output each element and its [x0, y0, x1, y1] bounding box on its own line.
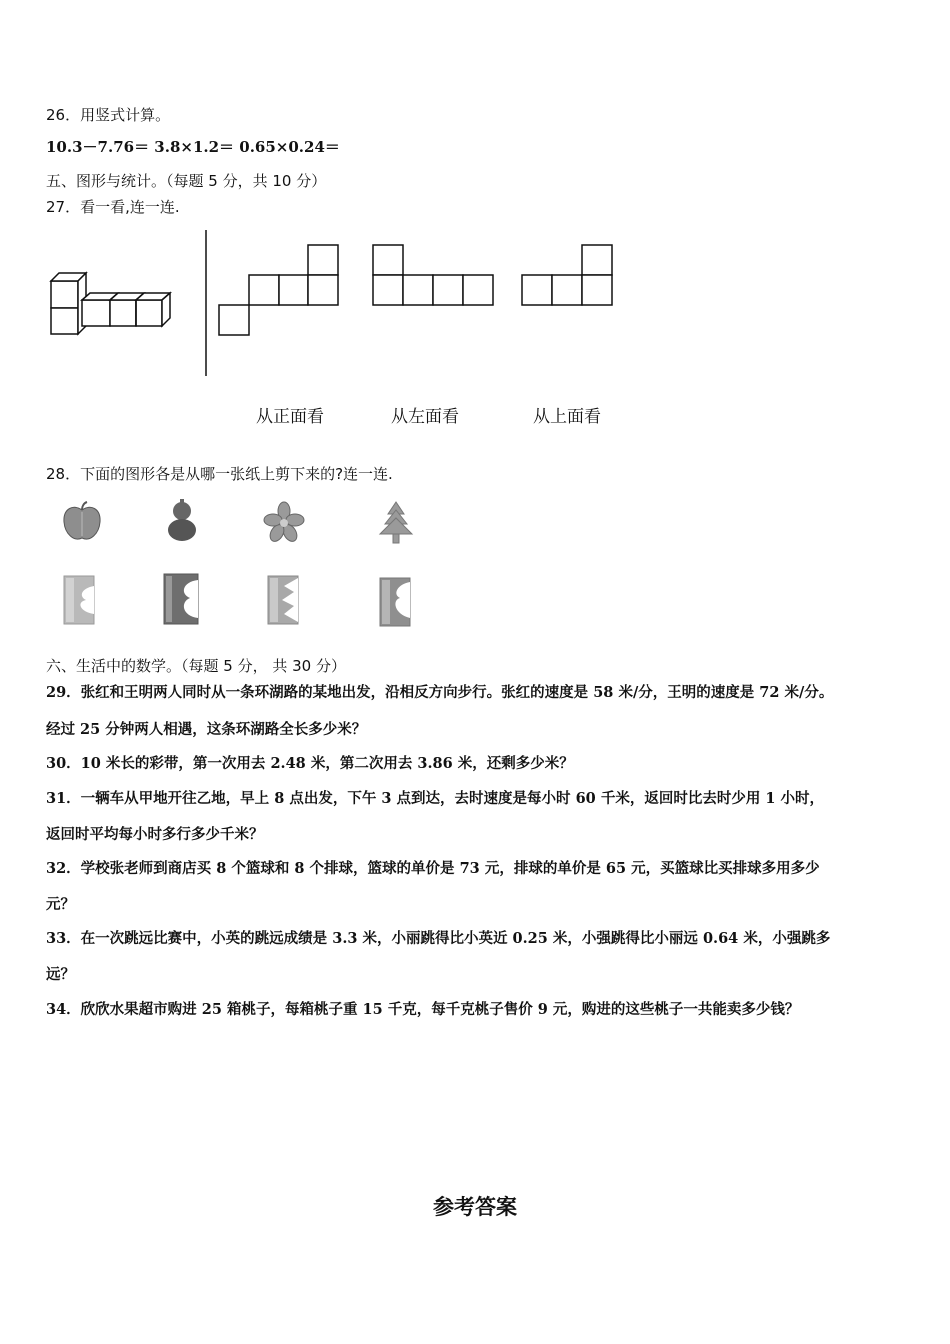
- view-grid-1: [218, 244, 342, 338]
- apple-shape-icon: [60, 500, 104, 544]
- folded-paper-1: [62, 574, 98, 626]
- section6-title: 六、生活中的数学。（每题 5 分， 共 30 分）: [46, 657, 346, 675]
- view-grid-3: [521, 244, 617, 308]
- q26-title: 26．用竖式计算。: [46, 106, 171, 124]
- section5-title: 五、图形与统计。（每题 5 分，共 10 分）: [46, 172, 327, 190]
- folded-paper-3: [266, 574, 302, 626]
- cube-solid-figure: [46, 268, 186, 338]
- label-top-view: 从上面看: [533, 407, 601, 427]
- q33-line2: 远？: [46, 966, 75, 983]
- q33-line1: 33．在一次跳远比赛中，小英的跳远成绩是 3.3 米，小丽跳得比小英近 0.25 米，小强跳得比小丽远 0.64 米，小强跳多: [46, 930, 831, 947]
- folded-paper-4: [378, 576, 414, 628]
- divider-line: [204, 230, 208, 376]
- answers-title: 参考答案: [433, 1195, 517, 1219]
- flower-shape-icon: [262, 500, 306, 544]
- q31-line1: 31．一辆车从甲地开往乙地，早上 8 点出发，下午 3 点到达，去时速度是每小时 60 千米，返回时比去时少用 1 小时，: [46, 790, 825, 807]
- q28-title: 28．下面的图形各是从哪一张纸上剪下来的?连一连.: [46, 465, 393, 483]
- folded-paper-2: [162, 572, 202, 626]
- label-left-view: 从左面看: [391, 407, 459, 427]
- q29-line1: 29．张红和王明两人同时从一条环湖路的某地出发，沿相反方向步行。张红的速度是 58 米/分，王明的速度是 72 米/分。: [46, 684, 834, 701]
- q32-line1: 32．学校张老师到商店买 8 个篮球和 8 个排球，篮球的单价是 73 元，排球的单价是 65 元，买篮球比买排球多用多少: [46, 860, 820, 877]
- q30-line1: 30．10 米长的彩带，第一次用去 2.48 米，第二次用去 3.86 米，还剩多少米？: [46, 755, 574, 772]
- tree-shape-icon: [376, 500, 416, 546]
- label-front-view: 从正面看: [256, 407, 324, 427]
- q34-line1: 34．欣欣水果超市购进 25 箱桃子，每箱桃子重 15 千克，每千克桃子售价 9 元，购进的这些桃子一共能卖多少钱？: [46, 1001, 800, 1018]
- q29-line2: 经过 25 分钟两人相遇，这条环湖路全长多少米？: [46, 721, 367, 738]
- q31-line2: 返回时平均每小时多行多少千米？: [46, 826, 264, 843]
- q27-title: 27．看一看,连一连.: [46, 198, 180, 216]
- q26-expressions: 10.3－7.76＝ 3.8×1.2＝ 0.65×0.24＝: [46, 138, 340, 156]
- q32-line2: 元？: [46, 896, 75, 913]
- gourd-shape-icon: [160, 498, 204, 544]
- view-grid-2: [372, 244, 498, 308]
